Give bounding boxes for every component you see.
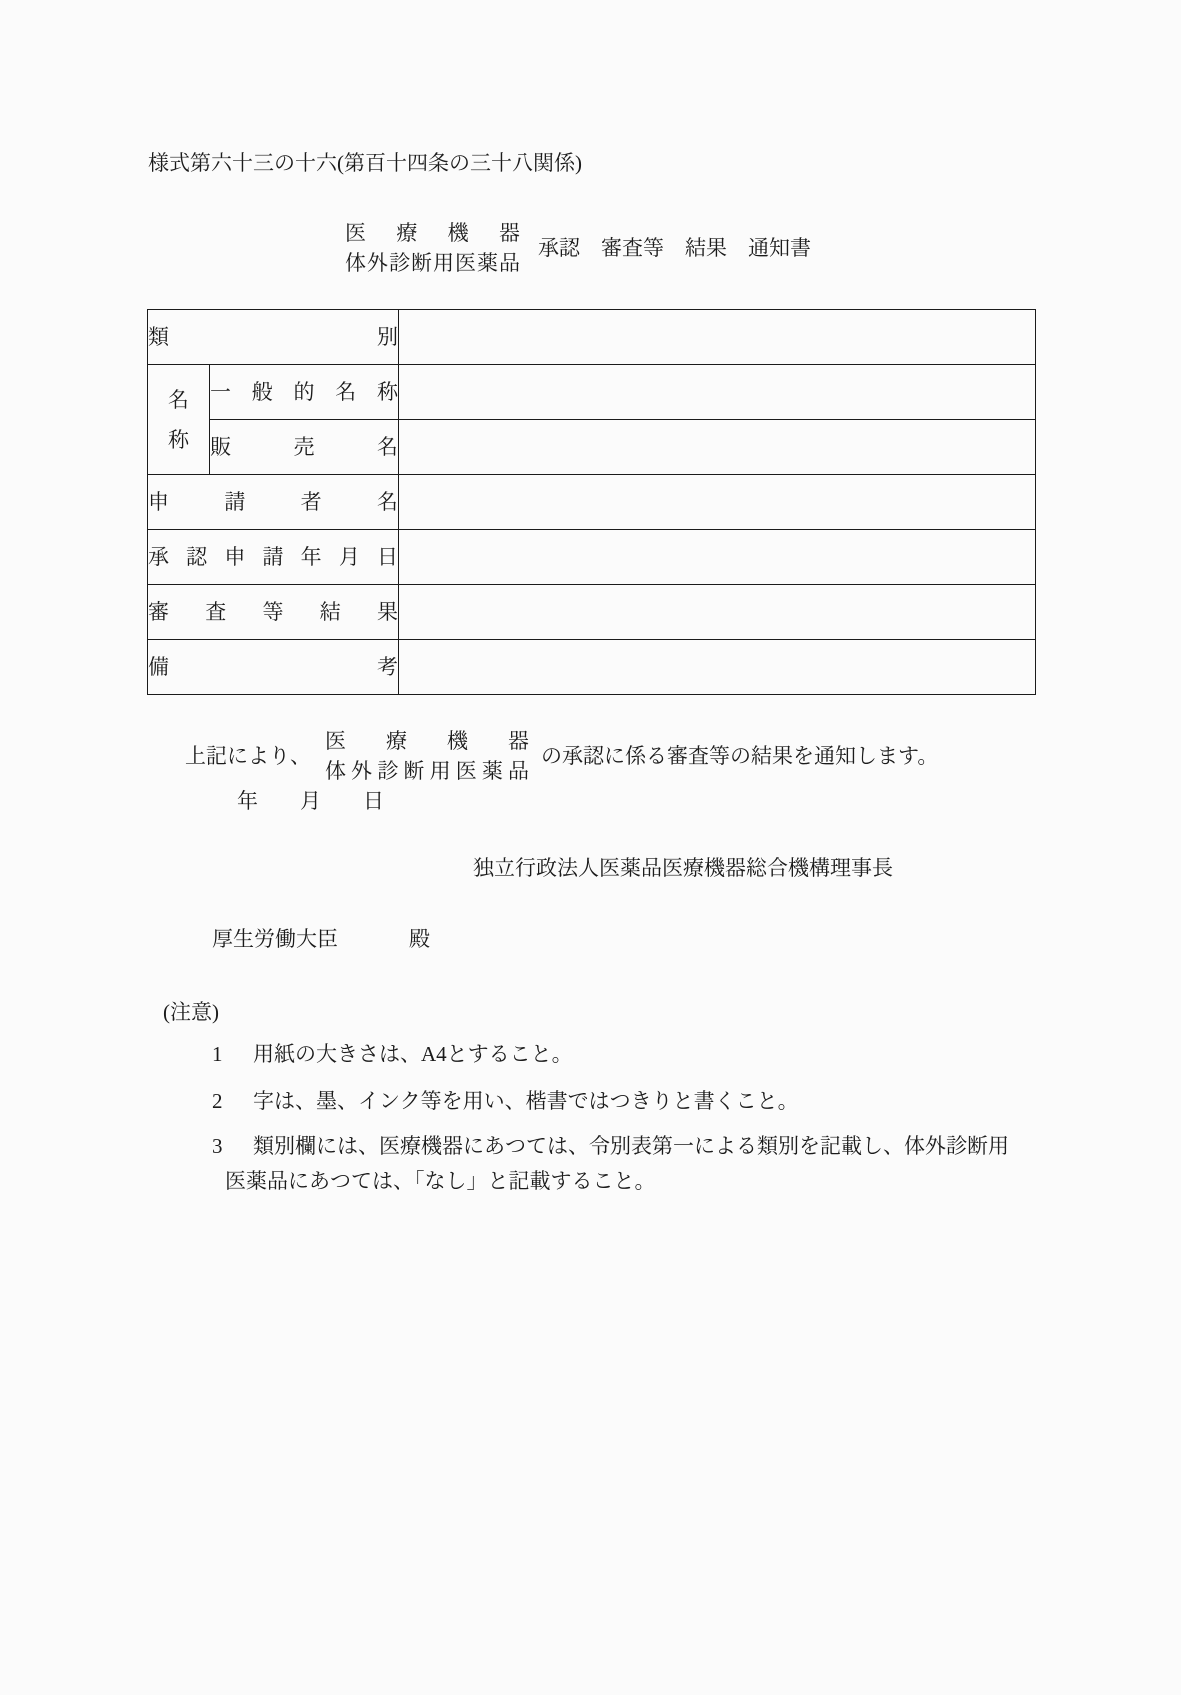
addressee-line <box>212 927 430 951</box>
approval-table-container <box>147 309 1036 695</box>
lead-subject-line-2: 体外診断用医薬品 <box>325 759 529 783</box>
note-number: 2 <box>212 1089 223 1113</box>
general-name-label-cell: 一般的名称 <box>210 365 399 420</box>
review-result-value-cell <box>399 585 1036 640</box>
note-text: 類別欄には、医療機器にあつては、令別表第一による類別を記載し、体外診断用 <box>253 1134 1009 1158</box>
category-value-cell <box>399 310 1036 365</box>
note-item-2 <box>212 1089 799 1113</box>
note-text: 用紙の大きさは、A4とすること。 <box>253 1042 573 1066</box>
approval-date-label-cell: 承認申請年月日 <box>148 530 399 585</box>
remarks-label-cell: 備考 <box>148 640 399 695</box>
sales-name-label-cell: 販売名 <box>210 420 399 475</box>
table-row <box>148 310 1036 365</box>
sales-name-value-cell <box>399 420 1036 475</box>
title-subject-line-1: 医療機器 <box>345 221 520 245</box>
lead-subject-line-1: 医療機器 <box>325 729 529 753</box>
table-row <box>148 365 1036 420</box>
applicant-label-cell: 申請者名 <box>148 475 399 530</box>
document-title <box>345 218 811 278</box>
notes-heading: (注意) <box>163 1000 219 1024</box>
date-line: 年 月 日 <box>237 789 384 813</box>
lead-suffix: の承認に係る審査等の結果を通知します。 <box>541 744 939 768</box>
name-group-label: 名称 <box>168 387 189 452</box>
issuer-line: 独立行政法人医薬品医療機器総合機構理事長 <box>473 856 893 880</box>
table-row <box>148 585 1036 640</box>
title-subject-line-2: 体外診断用医薬品 <box>345 251 520 275</box>
lead-prefix: 上記により、 <box>185 744 311 768</box>
note-item-3 <box>212 1134 1009 1158</box>
note-number: 3 <box>212 1134 223 1158</box>
note-3-continuation: 医薬品にあつては、「なし」と記載すること。 <box>225 1169 656 1193</box>
table-row <box>148 420 1036 475</box>
approval-table <box>147 309 1036 695</box>
form-number: 様式第六十三の十六(第百十四条の三十八関係) <box>148 151 582 175</box>
applicant-value-cell <box>399 475 1036 530</box>
category-label-cell: 類別 <box>148 310 399 365</box>
review-result-label-cell: 審査等結果 <box>148 585 399 640</box>
note-text: 字は、墨、インク等を用い、楷書ではつきりと書くこと。 <box>253 1089 799 1113</box>
title-subject-stack <box>345 218 520 278</box>
note-number: 1 <box>212 1042 223 1066</box>
table-row <box>148 530 1036 585</box>
addressee-honorific: 殿 <box>409 927 430 951</box>
general-name-value-cell <box>399 365 1036 420</box>
remarks-value-cell <box>399 640 1036 695</box>
table-row <box>148 640 1036 695</box>
title-suffix: 承認 審査等 結果 通知書 <box>538 236 811 260</box>
note-item-1 <box>212 1042 573 1066</box>
addressee-name: 厚生労働大臣 <box>212 927 338 951</box>
lead-paragraph <box>185 726 938 786</box>
approval-date-value-cell <box>399 530 1036 585</box>
table-row <box>148 475 1036 530</box>
name-group-cell <box>148 365 210 475</box>
lead-subject-stack <box>325 726 529 786</box>
